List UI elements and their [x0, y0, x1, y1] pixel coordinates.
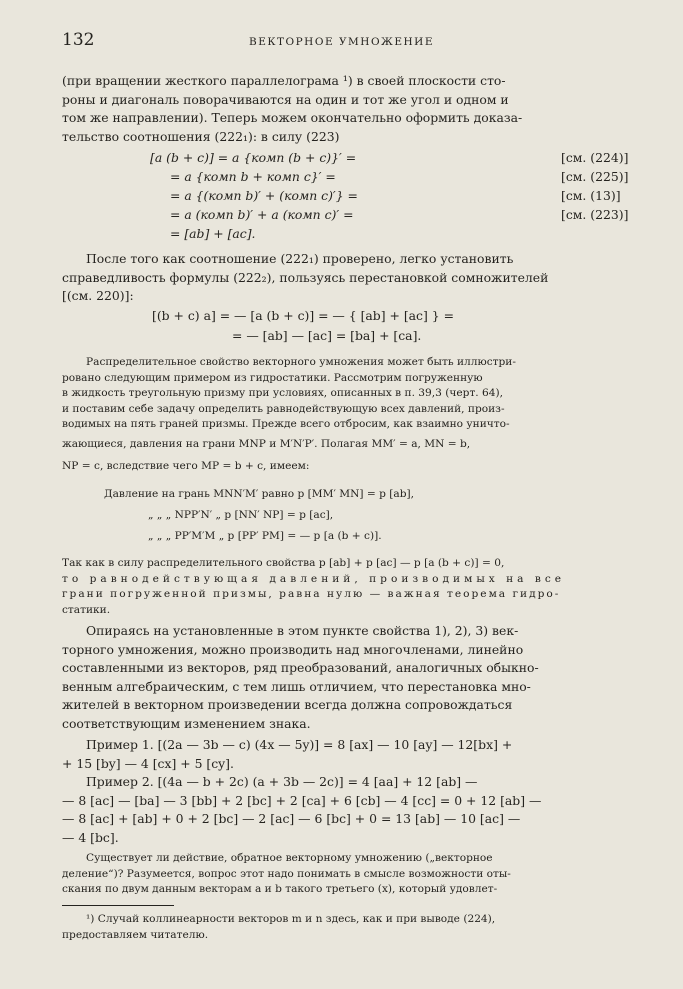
text-line: Распределительное свойство векторного умножения может быть иллюстри- [86, 356, 516, 368]
text-line: роны и диагональ поворачиваются на один и тот же угол и одном и [62, 91, 509, 107]
formula-row [62, 148, 627, 167]
paragraph-theorem [62, 556, 627, 618]
text-line: то равнодействующая давлений, производимых на все [62, 572, 566, 585]
page-number: 132 [62, 30, 95, 50]
formula-line: [(b + c) a] = — [a (b + c)] = — { [ab] + [ac] } = [152, 308, 454, 323]
formula-ref: [см. (224)] [561, 150, 629, 165]
text-line: (при вращении жесткого параллелограма ¹) в своей плоскости сто- [62, 73, 506, 88]
text-line: водимых на пять граней призмы. Прежде всего отбросим, как взаимно уничто- [62, 418, 510, 430]
text-line: NP = c, вследствие чего MP = b + c, имеем: [62, 459, 310, 472]
footnote-line: предоставляем читателю. [62, 928, 209, 941]
running-head: ВЕКТОРНОЕ УМНОЖЕНИЕ [249, 36, 434, 48]
text-line: скания по двум данным векторам a и b такого третьего (x), который удовлет- [62, 883, 498, 895]
formula-ref: [см. (225)] [561, 169, 629, 184]
text-line: Опираясь на установленные в этом пункте свойства 1), 2), 3) век- [86, 623, 519, 638]
formula-permutation [62, 306, 627, 346]
text-line: и поставим себе задачу определить равнодействующую всех давлений, произ- [62, 402, 505, 415]
formula-line: = — [ab] — [ac] = [ba] + [ca]. [232, 328, 422, 343]
paragraph-division [62, 851, 627, 898]
footnote [62, 912, 627, 943]
text-line: справедливость формулы (222₂), пользуясь перестановкой сомножителей [62, 269, 549, 285]
text-line: соответствующим изменением знака. [62, 715, 311, 731]
formula-ref: [см. (223)] [561, 207, 629, 222]
formula-lhs: [a (b + c)] = a {комп (b + c)}′ = [150, 150, 357, 165]
text-line: жителей в векторном произведении всегда должна сопровождаться [62, 697, 513, 713]
paragraph-polynomials [62, 622, 627, 734]
formula-proof [62, 148, 627, 243]
formula-ref [561, 224, 627, 243]
formula-row [62, 167, 627, 186]
paragraph-hydrostatics [62, 355, 627, 477]
paragraph-rotation [62, 72, 627, 146]
formula-lhs: = a {комп b + комп c}′ = [170, 169, 336, 184]
example-line: Пример 2. [(4a — b + 2c) (a + 3b — 2c)] = 4 [aa] + 12 [ab] — [86, 774, 478, 790]
text-line: [(см. 220)]: [62, 288, 134, 304]
example-line: — 4 [bc]. [62, 829, 119, 845]
text-line: венным алгебраическим, с тем лишь отличием, что перестановка мно- [62, 678, 531, 694]
text-line: деление“)? Разумеется, вопрос этот надо понимать в смысле возможности оты- [62, 867, 511, 880]
pressure-line: „ „ „ NPP′N′ „ p [NN′ NP] = p [ac], [148, 509, 334, 521]
pressure-line: „ „ „ PP′M′M „ p [PP′ PM] = — p [a (b + c)]. [148, 530, 382, 542]
text-line: составленными из векторов, ряд преобразований, аналогичных обыкно- [62, 660, 539, 676]
example-line: + 15 [by] — 4 [cx] + 5 [cy]. [62, 755, 234, 771]
pressure-line: Давление на грань MNN′M′ равно p [MM′ MN] = p [ab], [104, 488, 415, 500]
example-line: Пример 1. [(2a — 3b — c) (4x — 5y)] = 8 [ax] — 10 [ay] — 12[bx] + [86, 737, 513, 752]
formula-row [62, 205, 627, 224]
footnote-line: ¹) Случай коллинеарности векторов m и n здесь, как и при выводе (224), [86, 913, 496, 925]
page-header [0, 30, 683, 54]
text-line: жающиеся, давления на грани MNP и M′N′P′. Полагая MM′ = a, MN = b, [62, 437, 471, 450]
formula-lhs: = a (комп b)′ + a (комп c)′ = [170, 207, 354, 222]
text-line: ровано следующим примером из гидростатики. Рассмотрим погруженную [62, 371, 483, 384]
examples [62, 736, 627, 848]
formula-lhs: = [ab] + [ac]. [170, 226, 256, 241]
formula-lhs: = a {(комп b)′ + (комп c)′} = [170, 188, 358, 203]
pressure-list [62, 484, 627, 547]
text-line: тельство соотношения (222₁): в силу (223) [62, 128, 340, 144]
formula-ref: [см. (13)] [561, 188, 621, 203]
example-line: — 8 [ac] + [ab] + 0 + 2 [bc] — 2 [ac] — 6 [bc] + 0 = 13 [ab] — 10 [ac] — [62, 811, 521, 827]
formula-row [62, 224, 627, 243]
text-line: Существует ли действие, обратное векторному умножению („векторное [86, 852, 493, 864]
example-line: — 8 [ac] — [ba] — 3 [bb] + 2 [bc] + 2 [ca] + 6 [cb] — 4 [cc] = 0 + 12 [ab] — [62, 792, 542, 808]
text-line: том же направлении). Теперь можем окончательно оформить доказа- [62, 110, 523, 126]
text-line: торного умножения, можно производить над многочленами, линейно [62, 641, 524, 657]
footnote-rule [62, 905, 174, 906]
text-line: Так как в силу распределительного свойства p [ab] + p [ac] — p [a (b + c)] = 0, [62, 557, 505, 569]
text-line: грани погруженной призмы, равна нулю — важная теорема гидро- [62, 588, 561, 600]
text-line: статики. [62, 603, 111, 616]
paragraph-permutation [62, 250, 627, 306]
text-line: в жидкость треугольную призму при условиях, описанных в п. 39,3 (черт. 64), [62, 387, 504, 399]
formula-row [62, 186, 627, 205]
text-line: После того как соотношение (222₁) проверено, легко установить [86, 251, 514, 266]
